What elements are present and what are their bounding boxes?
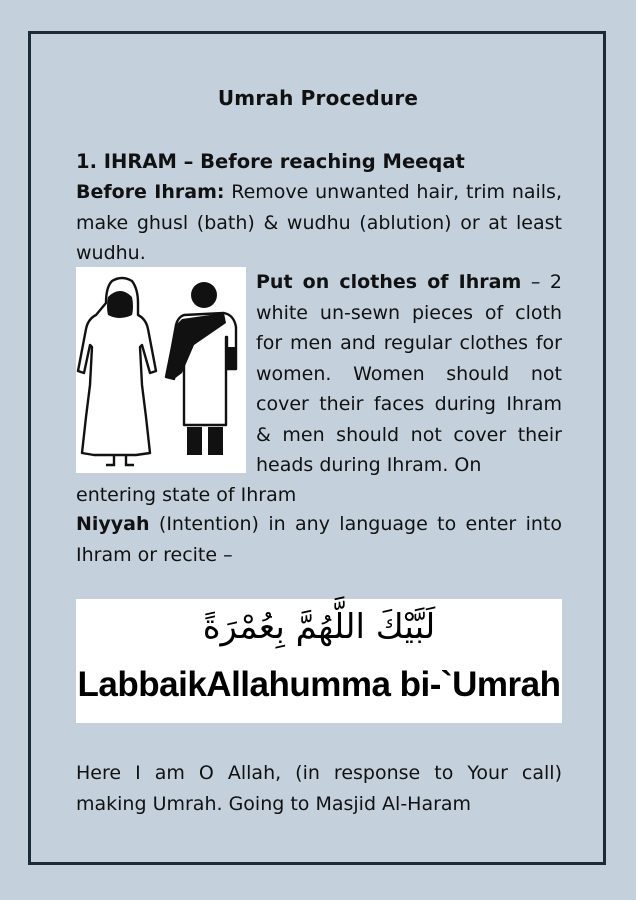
clothes-continuation: entering state of Ihram (76, 484, 297, 506)
niyyah-label: Niyyah (76, 513, 150, 535)
niyyah-text: (Intention) in any language to enter into Ihram or recite – (76, 513, 562, 566)
section-heading: 1. IHRAM – Before reaching Meeqat (76, 150, 465, 173)
before-ihram-paragraph (76, 177, 562, 269)
talbiyah-arabic: لَبَّيْكَ اللَّهُمَّ بِعُمْرَةً (202, 607, 436, 647)
clothes-text: – 2 white un-sewn pieces of cloth for men and regular clothes for women. Women should not cover their faces during Ihram & men should not cover their heads during Ihram. On (256, 271, 562, 476)
clothes-of-ihram-paragraph (256, 267, 562, 481)
before-ihram-text: Remove unwanted hair, trim nails, make ghusl (bath) & wudhu (ablution) or at least wudhu. (76, 181, 562, 264)
page-title: Umrah Procedure (217, 86, 419, 110)
ihram-clothing-icon (76, 267, 246, 473)
talbiyah-transliteration: LabbaikAllahumma bi-`Umrah (77, 665, 561, 704)
meaning-paragraph: Here I am O Allah, (in response to Your call) making Umrah. Going to Masjid Al-Haram (76, 762, 562, 815)
woman-in-white-robe-icon (78, 278, 156, 465)
talbiyah-panel (76, 599, 562, 723)
clothes-label: Put on clothes of Ihram (256, 271, 522, 293)
before-ihram-label: Before Ihram: (76, 181, 225, 203)
niyyah-paragraph (76, 509, 562, 570)
man-in-ihram-icon (166, 282, 236, 455)
